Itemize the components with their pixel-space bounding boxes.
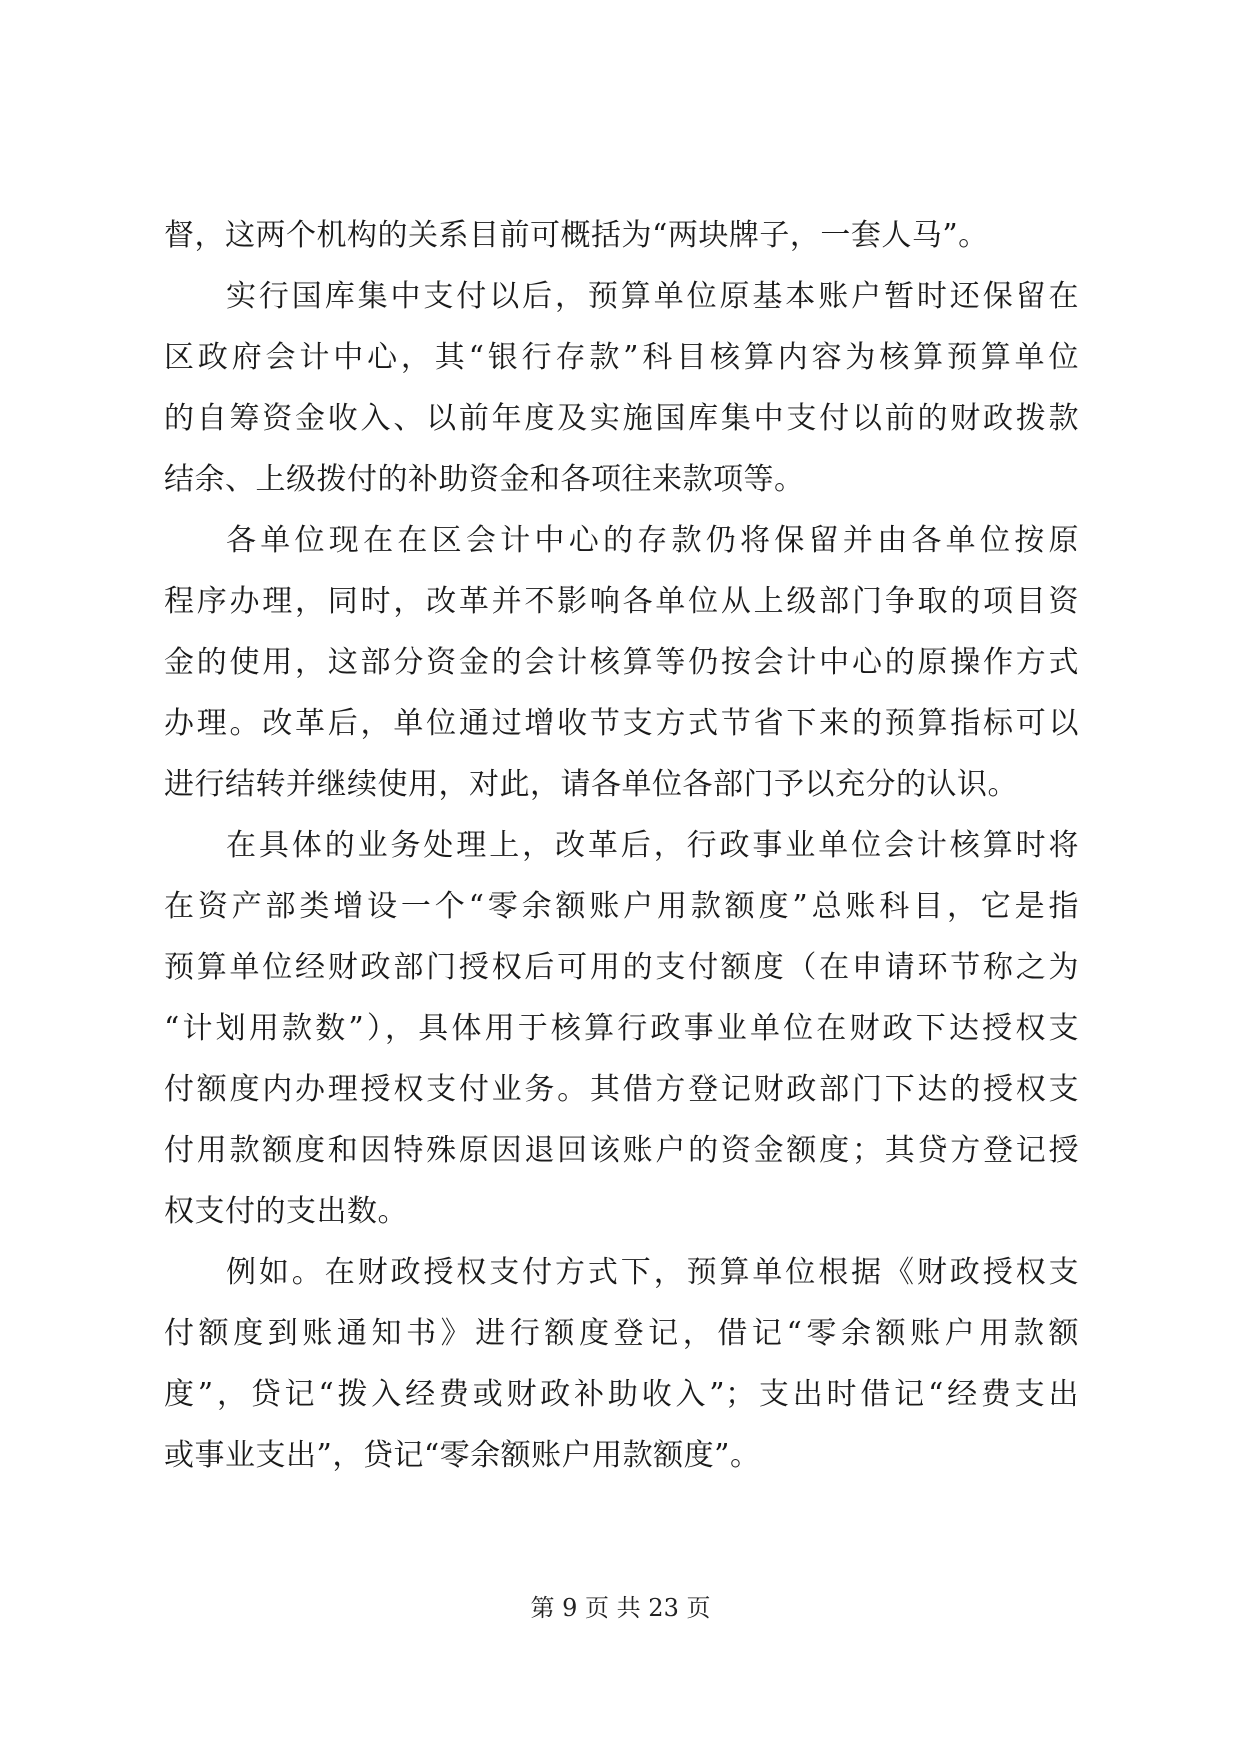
paragraph-line: 办理。改革后，单位通过增收节支方式节省下来的预算指标可以 — [164, 706, 1079, 741]
paragraph-line: 付额度到账通知书》进行额度登记，借记“零余额账户用款额 — [164, 1316, 1079, 1351]
paragraph-line: 或事业支出”，贷记“零余额账户用款额度”。 — [164, 1438, 761, 1473]
paragraph-line: 权支付的支出数。 — [164, 1194, 408, 1229]
paragraph-line: 的自筹资金收入、以前年度及实施国库集中支付以前的财政拨款 — [164, 401, 1079, 436]
paragraph-line: 付额度内办理授权支付业务。其借方登记财政部门下达的授权支 — [164, 1072, 1079, 1107]
document-body — [164, 205, 1079, 1486]
paragraph-line: 在具体的业务处理上，改革后，行政事业单位会计核算时将 — [226, 828, 1079, 863]
paragraph — [164, 205, 1079, 266]
paragraph — [164, 1242, 1079, 1486]
paragraph-line: 实行国库集中支付以后，预算单位原基本账户暂时还保留在 — [226, 279, 1079, 314]
paragraph-line: 度”，贷记“拨入经费或财政补助收入”；支出时借记“经费支出 — [164, 1377, 1079, 1412]
paragraph — [164, 510, 1079, 815]
paragraph-line: 例如。在财政授权支付方式下，预算单位根据《财政授权支 — [226, 1255, 1079, 1290]
paragraph-line: 进行结转并继续使用，对此，请各单位各部门予以充分的认识。 — [164, 767, 1018, 802]
paragraph — [164, 266, 1079, 510]
paragraph-line: 结余、上级拨付的补助资金和各项往来款项等。 — [164, 462, 805, 497]
paragraph-line: 在资产部类增设一个“零余额账户用款额度”总账科目，它是指 — [164, 889, 1079, 924]
paragraph-line: 付用款额度和因特殊原因退回该账户的资金额度；其贷方登记授 — [164, 1133, 1079, 1168]
paragraph-line: 预算单位经财政部门授权后可用的支付额度（在申请环节称之为 — [164, 950, 1079, 985]
paragraph-line: 金的使用，这部分资金的会计核算等仍按会计中心的原操作方式 — [164, 645, 1079, 680]
paragraph-line: 区政府会计中心，其“银行存款”科目核算内容为核算预算单位 — [164, 340, 1079, 375]
paragraph-line: “计划用款数”），具体用于核算行政事业单位在财政下达授权支 — [164, 1011, 1079, 1046]
paragraph-line: 督，这两个机构的关系目前可概括为“两块牌子，一套人马”。 — [164, 218, 989, 253]
paragraph — [164, 815, 1079, 1242]
page-footer: 第 9 页 共 23 页 — [530, 1594, 711, 1622]
paragraph-line: 程序办理，同时，改革并不影响各单位从上级部门争取的项目资 — [164, 584, 1079, 619]
paragraph-line: 各单位现在在区会计中心的存款仍将保留并由各单位按原 — [226, 523, 1079, 558]
